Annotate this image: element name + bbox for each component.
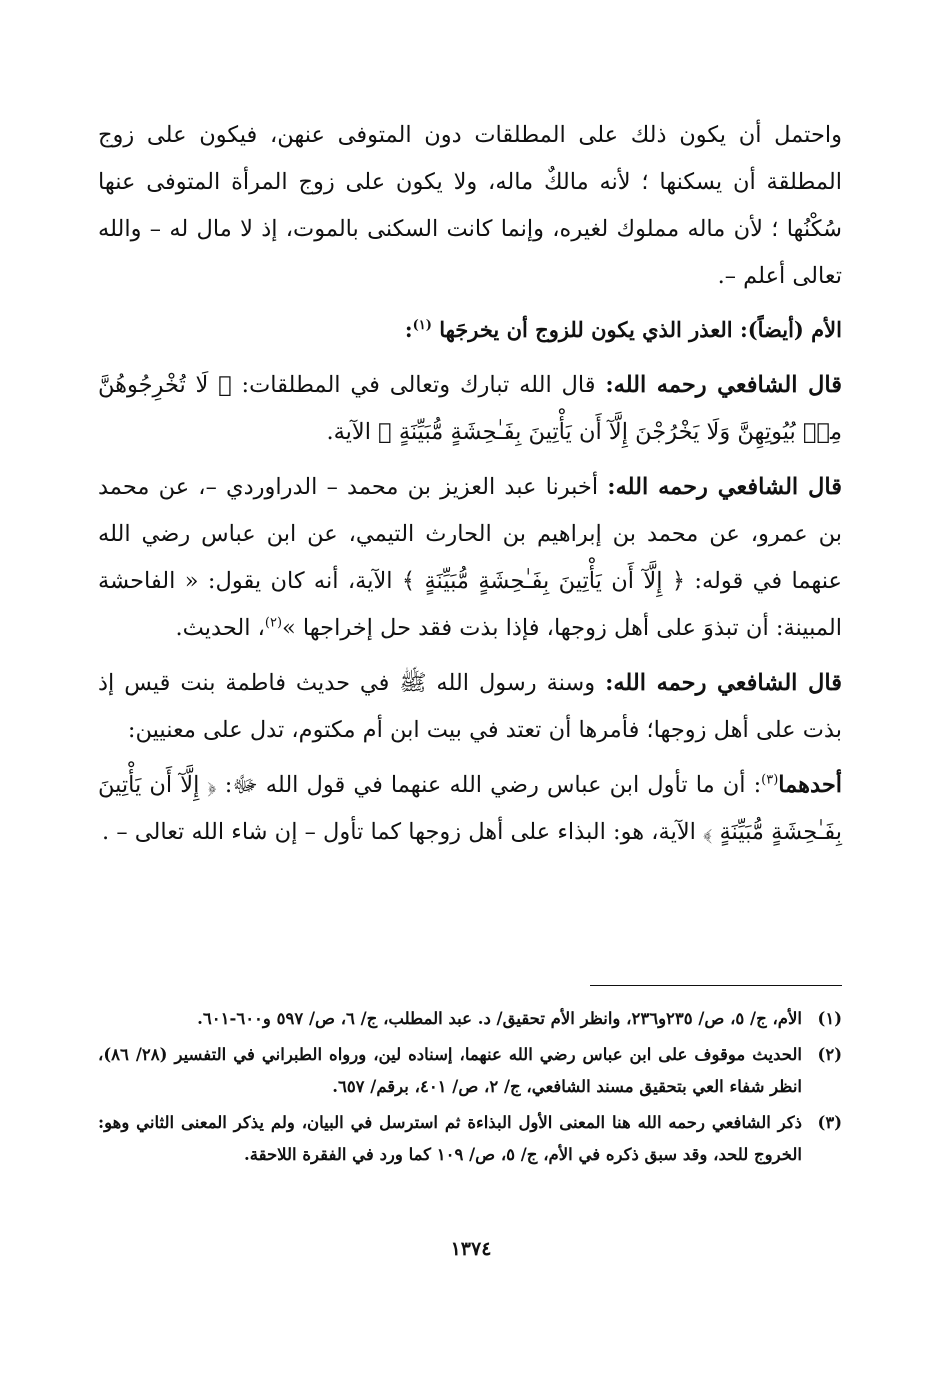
paragraph-5 — [98, 762, 842, 856]
section-heading-colon: : — [404, 317, 413, 342]
paragraph-2 — [98, 362, 842, 456]
footnote-2-number: (٢) — [817, 1045, 842, 1064]
paragraph-2-lead: قال الشافعي رحمه الله: — [605, 372, 842, 398]
footnote-3-number: (٣) — [817, 1113, 842, 1132]
footnote-ref-1[interactable]: (١) — [412, 318, 432, 333]
page-number: ١٣٧٤ — [450, 1238, 492, 1260]
footnote-1-number: (١) — [817, 1009, 842, 1028]
paragraph-3-text: أخبرنا عبد العزيز بن محمد – الدراوردي –، عن محمد بن عمرو، عن محمد بن إبراهيم بن الحارث التيمي، عن ابن عباس رضي الله عنهما في قوله: ﴿ إِلَّآ أَن يَأْتِينَ بِفَـٰحِشَةٍ مُّبَيِّنَةٍ ﴾ الآية، أنه كان يقول: « الفاحشة المبينة: أن تبذوَ على أهل زوجها، فإذا بذت فقد حل إخراجها » — [98, 474, 842, 641]
footnote-ref-3[interactable]: (٣) — [761, 772, 779, 788]
paragraph-5-lead: أحدهما — [778, 772, 842, 798]
main-text — [98, 112, 842, 864]
paragraph-4-text: وسنة رسول الله ﷺ في حديث فاطمة بنت قيس إذ بذت على أهل زوجها؛ فأمرها أن تعتد في بيت ابن أم مكتوم، تدل على معنيين: — [98, 670, 842, 743]
footnote-1-text: الأم، ج/ ٥، ص/ ٢٣٥و٢٣٦، وانظر الأم تحقيق/ د. عبد المطلب، ج/ ٦، ص/ ٥٩٧ و٦٠٠-٦٠١. — [197, 1009, 802, 1028]
paragraph-4-lead: قال الشافعي رحمه الله: — [605, 670, 842, 696]
paragraph-2-text: قال الله تبارك وتعالى في المطلقات: ﴿ لَا تُخْرِجُوهُنَّ مِنۢ بُيُوتِهِنَّ وَلَا يَخْرُجْنَ إِلَّآ أَن يَأْتِينَ بِفَـٰحِشَةٍ مُّبَيِّنَةٍ ﴾ الآية. — [98, 372, 842, 445]
paragraph-3 — [98, 464, 842, 652]
section-heading — [98, 308, 842, 352]
footnote-3 — [98, 1107, 842, 1171]
footnotes — [98, 1003, 842, 1175]
footnote-3-text: ذكر الشافعي رحمه الله هنا المعنى الأول البذاءة ثم استرسل في البيان، ولم يذكر المعنى الثاني وهو: الخروج للحد، وقد سبق ذكره في الأم، ج/ ٥، ص/ ١٠٩ كما ورد في الفقرة اللاحقة. — [98, 1113, 802, 1164]
paragraph-1 — [98, 112, 842, 300]
paragraph-4 — [98, 660, 842, 754]
footnote-ref-2[interactable]: (٢) — [264, 615, 283, 631]
paragraph-1-text: واحتمل أن يكون ذلك على المطلقات دون المتوفى عنهن، فيكون على زوج المطلقة أن يسكنها ؛ لأنه مالكٌ ماله، ولا يكون على زوج المرأة المتوفى عنها سُكْنُها ؛ لأن ماله مملوك لغيره، وإنما كانت السكنى بالموت، إذ لا مال له – والله تعالى أعلم –. — [98, 122, 842, 289]
paragraph-5-text: : أن ما تأول ابن عباس رضي الله عنهما في قول الله ﷻ: ﴿ إِلَّآ أَن يَأْتِينَ بِفَـٰحِشَةٍ مُّبَيِّنَةٍ ﴾ الآية، هو: البذاء على أهل زوجها كما تأول – إن شاء الله تعالى – . — [98, 772, 842, 845]
paragraph-3-lead: قال الشافعي رحمه الله: — [607, 474, 842, 500]
section-heading-text: الأم (أيضاً): العذر الذي يكون للزوج أن يخرجَها — [439, 317, 842, 342]
paragraph-3-end: ، الحديث. — [175, 615, 265, 641]
footnote-divider — [590, 985, 842, 986]
footnote-2 — [98, 1039, 842, 1103]
footnote-2-text: الحديث موقوف على ابن عباس رضي الله عنهما، إسناده لين، ورواه الطبراني في التفسير (٢٨/ ٨٦)، انظر شفاء العي بتحقيق مسند الشافعي، ج/ ٢، ص/ ٤٠١، برقم/ ٦٥٧. — [98, 1045, 802, 1096]
footnote-1 — [98, 1003, 842, 1035]
